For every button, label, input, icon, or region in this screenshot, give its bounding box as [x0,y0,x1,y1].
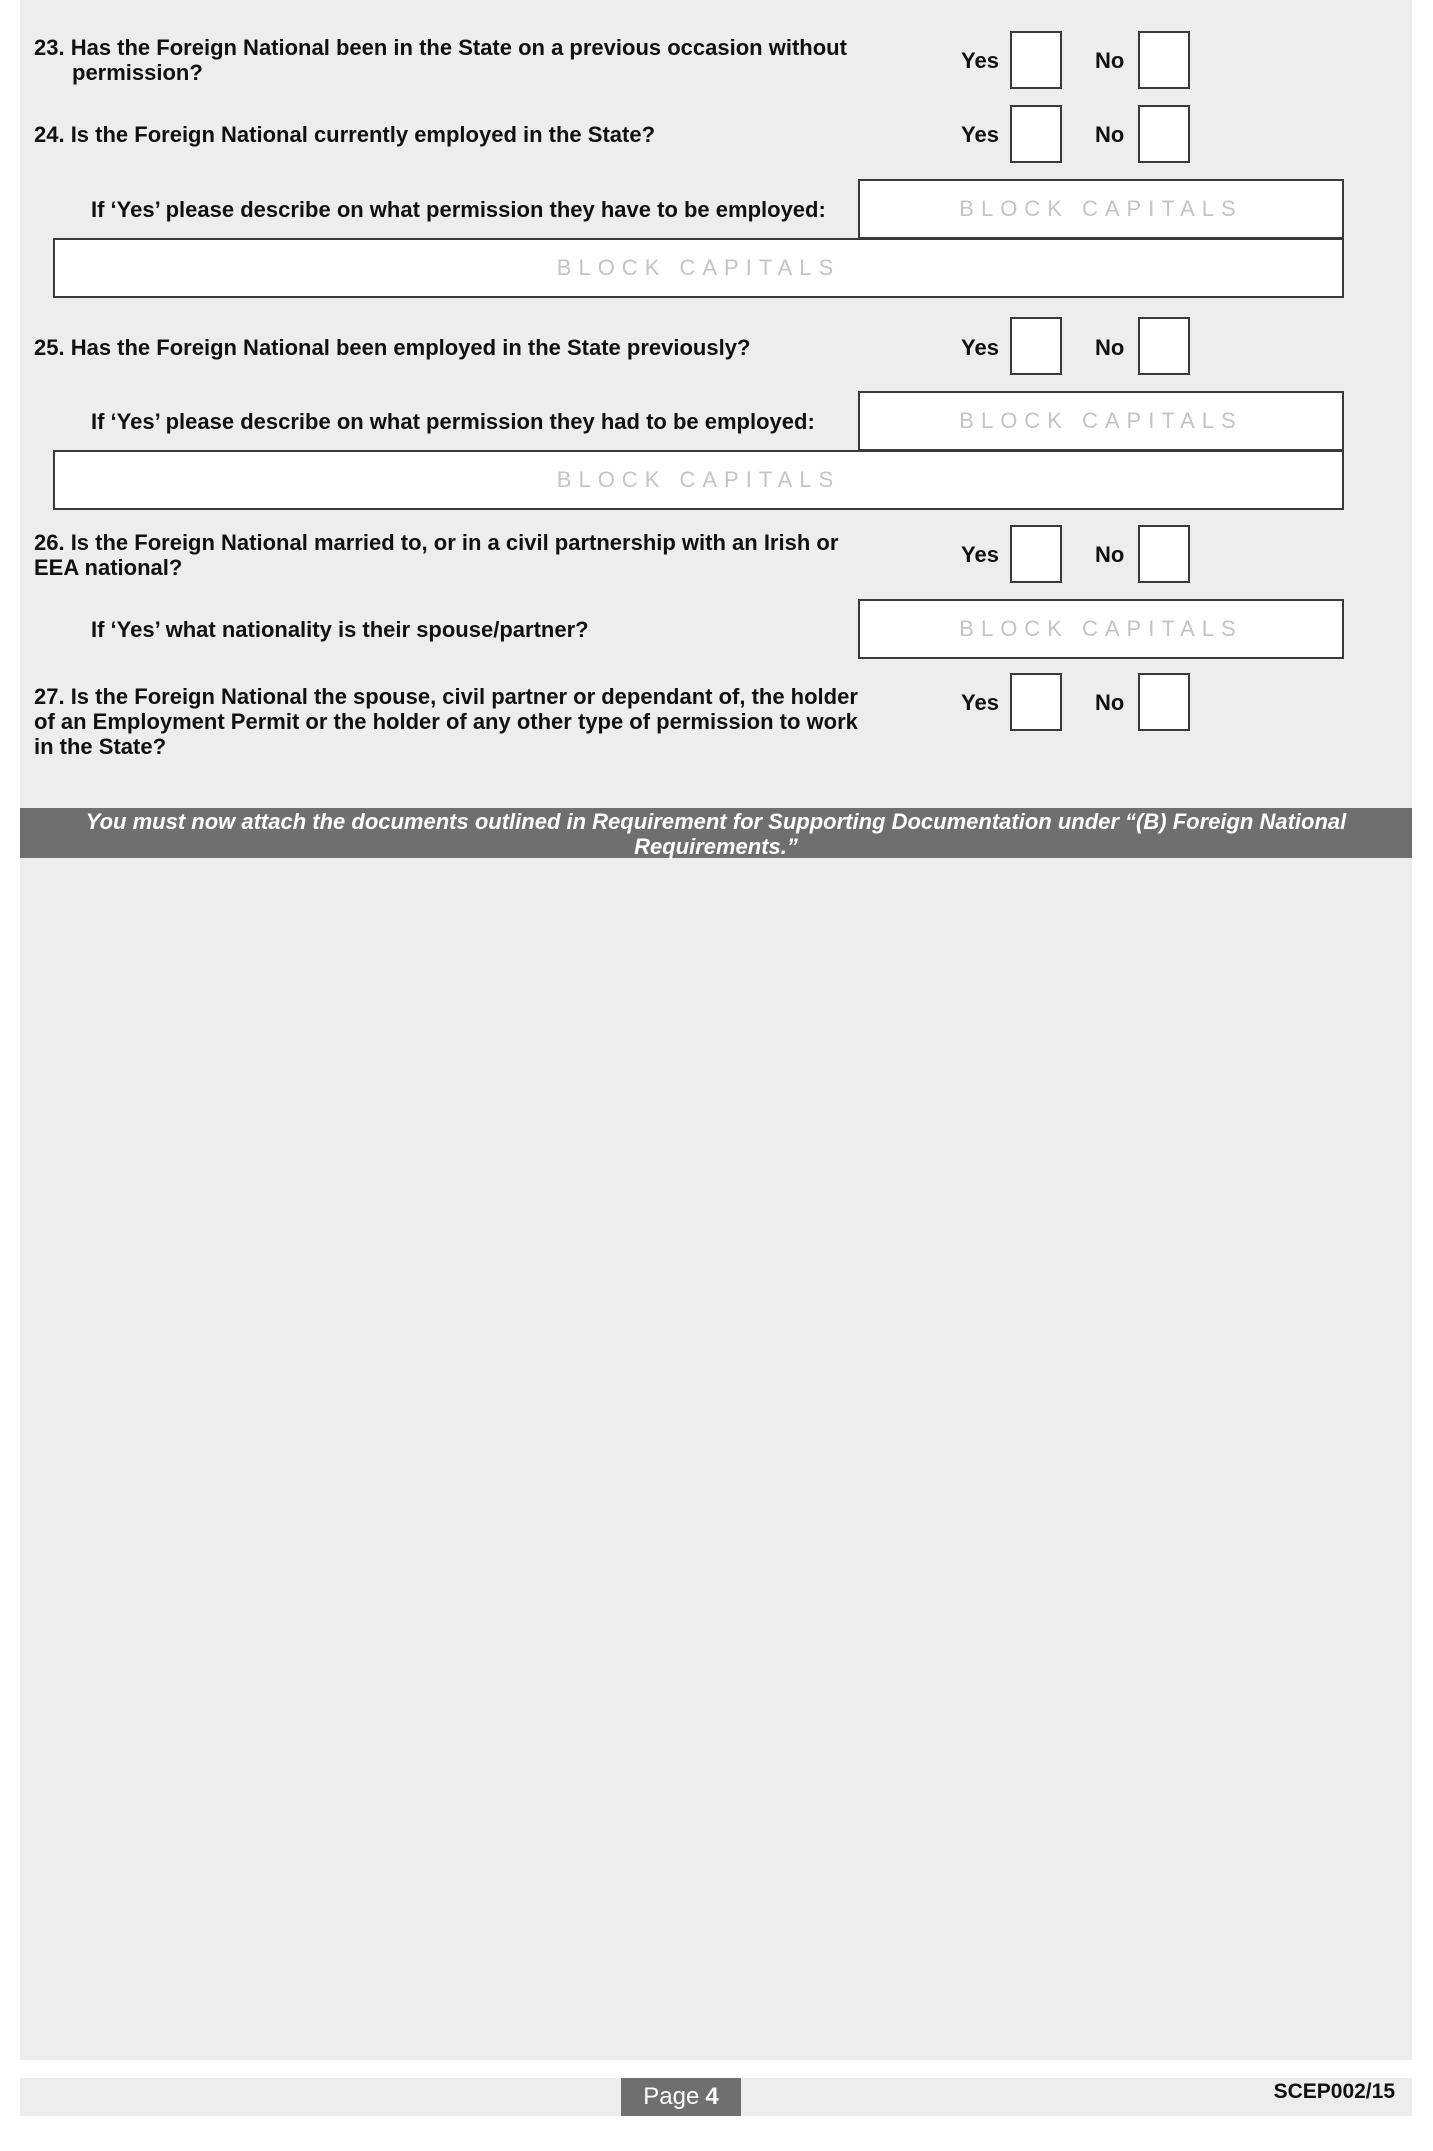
q23-yes-checkbox[interactable] [1010,31,1062,89]
q26-yes-label: Yes [961,542,999,567]
question-27-text-cont: of an Employment Permit or the holder of any other type of permission to work [34,709,858,734]
q24-yes-checkbox[interactable] [1010,105,1062,163]
q26-yes-checkbox[interactable] [1010,525,1062,583]
page-number-tab [621,2078,741,2116]
q25-followup-label: If ‘Yes’ please describe on what permission they had to be employed: [91,409,815,434]
q27-no-checkbox[interactable] [1138,673,1190,731]
question-27-text: 27. Is the Foreign National the spouse, civil partner or dependant of, the holder [34,684,858,709]
question-23-text: 23. Has the Foreign National been in the State on a previous occasion without [34,35,847,60]
banner-line-2: Requirements.” [634,834,798,859]
question-24-text: 24. Is the Foreign National currently employed in the State? [34,122,656,147]
question-25-text: 25. Has the Foreign National been employed in the State previously? [34,335,751,360]
q27-no-label: No [1095,690,1125,715]
question-26-text-cont: EEA national? [34,555,183,580]
q24-followup-label: If ‘Yes’ please describe on what permission they have to be employed: [91,197,826,222]
q26-no-checkbox[interactable] [1138,525,1190,583]
q23-yes-label: Yes [961,48,999,73]
q24-permission-placeholder: BLOCK CAPITALS [959,196,1243,221]
question-26-text: 26. Is the Foreign National married to, or in a civil partnership with an Irish or [34,530,839,555]
q25-yes-checkbox[interactable] [1010,317,1062,375]
q27-yes-label: Yes [961,690,999,715]
q25-permission-field-long[interactable] [53,450,1344,510]
q24-no-checkbox[interactable] [1138,105,1190,163]
question-24 [34,122,655,147]
q24-permission-field-long[interactable] [53,238,1344,298]
page-label: Page [643,2083,700,2110]
q25-no-label: No [1095,335,1125,360]
q23-no-checkbox[interactable] [1138,31,1190,89]
q26-no-label: No [1095,542,1125,567]
banner-line-1: You must now attach the documents outlined in Requirement for Supporting Documentation under “(B) Foreign National [85,809,1347,834]
question-23-text-cont: permission? [72,60,203,85]
q25-yes-label: Yes [961,335,999,360]
page-number: 4 [705,2083,719,2110]
q25-no-checkbox[interactable] [1138,317,1190,375]
question-25 [34,335,750,360]
question-27-text-cont2: in the State? [34,734,167,759]
q26-followup-label: If ‘Yes’ what nationality is their spouse/partner? [91,617,589,642]
attachment-notice-banner [20,808,1412,858]
q24-permission-long-placeholder: BLOCK CAPITALS [556,255,841,280]
q26-nationality-field[interactable] [858,599,1344,659]
q24-yes-label: Yes [961,122,999,147]
q24-permission-field[interactable] [858,179,1344,239]
form-panel [20,0,1412,2060]
question-27 [34,684,858,759]
form-code: SCEP002/15 [1273,2080,1395,2103]
question-23 [34,35,847,85]
q24-no-label: No [1095,122,1125,147]
q25-permission-long-placeholder: BLOCK CAPITALS [556,467,841,492]
q25-permission-field[interactable] [858,391,1344,451]
q26-nationality-placeholder: BLOCK CAPITALS [959,616,1243,641]
q25-permission-placeholder: BLOCK CAPITALS [959,408,1243,433]
question-26 [34,530,838,580]
q23-no-label: No [1095,48,1125,73]
q27-yes-checkbox[interactable] [1010,673,1062,731]
